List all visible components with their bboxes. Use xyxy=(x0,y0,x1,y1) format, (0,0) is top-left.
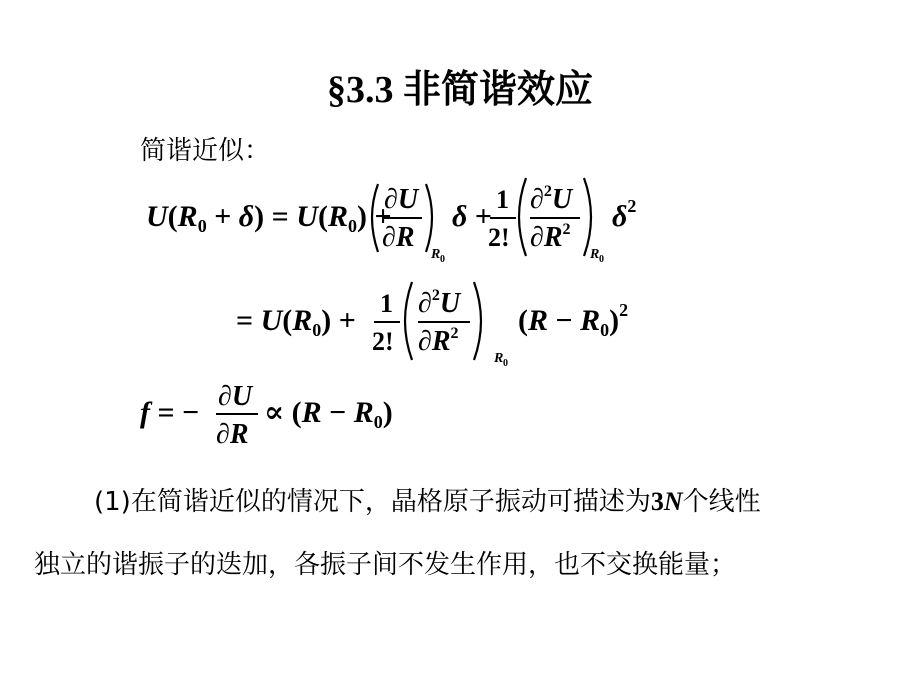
para1-variable: N xyxy=(663,487,683,516)
svg-text:R: R xyxy=(494,351,504,366)
para1-suffix: 个线性 xyxy=(682,487,761,517)
para1-number: 3 xyxy=(650,487,664,516)
svg-text:= U(R0) +: = $U(R_0)$ + xyxy=(236,304,356,340)
svg-text:U(R0 + δ) = U(R0) +: $U(R_0 + \delta) = U(R_0)$ + xyxy=(146,200,392,236)
para1-prefix: (1)在简谐近似的情况下，晶格原子振动可描述为 xyxy=(94,487,651,517)
svg-text:∂R: ∂R xyxy=(382,222,415,253)
svg-text:δ +: δ + xyxy=(452,200,492,233)
svg-text:f = −: f = − xyxy=(140,396,200,429)
svg-text:(R − R0)2: $(R - R_0)^2$ xyxy=(518,300,629,340)
svg-text:0: 0 xyxy=(440,254,445,265)
paragraph-harmonic-oscillators xyxy=(94,481,761,518)
svg-text:∂U: ∂U xyxy=(218,381,253,412)
svg-text:∂R2: $\partial R^2$ xyxy=(418,325,459,357)
svg-text:∂R: ∂R xyxy=(216,419,249,450)
svg-text:1: 1 xyxy=(496,185,509,214)
svg-text:R: R xyxy=(431,247,441,262)
svg-text:∂2U: ∂$^2$U xyxy=(530,183,573,215)
svg-text:δ2: $\delta^2$ xyxy=(612,196,637,233)
svg-text:∂2U: ∂$^2$U xyxy=(418,287,461,319)
equation-force xyxy=(140,381,393,450)
svg-text:0: 0 xyxy=(599,254,604,265)
svg-text:2!: 2! xyxy=(372,327,394,356)
svg-text:0: 0 xyxy=(503,358,508,369)
svg-text:1: 1 xyxy=(380,289,393,318)
slide-title: §3.3 非简谐效应 xyxy=(326,69,593,111)
svg-text:R: R xyxy=(590,247,600,262)
equation-taylor-expansion xyxy=(146,178,636,265)
svg-text:2!: 2! xyxy=(488,223,510,252)
svg-text:∂R2: $\partial R^2$ xyxy=(530,221,571,253)
svg-text:∝ (R − R0): ∝ $(R - R_0)$ xyxy=(264,396,393,432)
svg-text:∂U: ∂U xyxy=(384,184,419,215)
paragraph-continued: 独立的谐振子的迭加，各振子间不发生作用，也不交换能量； xyxy=(34,550,737,580)
equation-harmonic-approx xyxy=(236,282,628,369)
section-subtitle: 简谐近似： xyxy=(140,136,271,166)
